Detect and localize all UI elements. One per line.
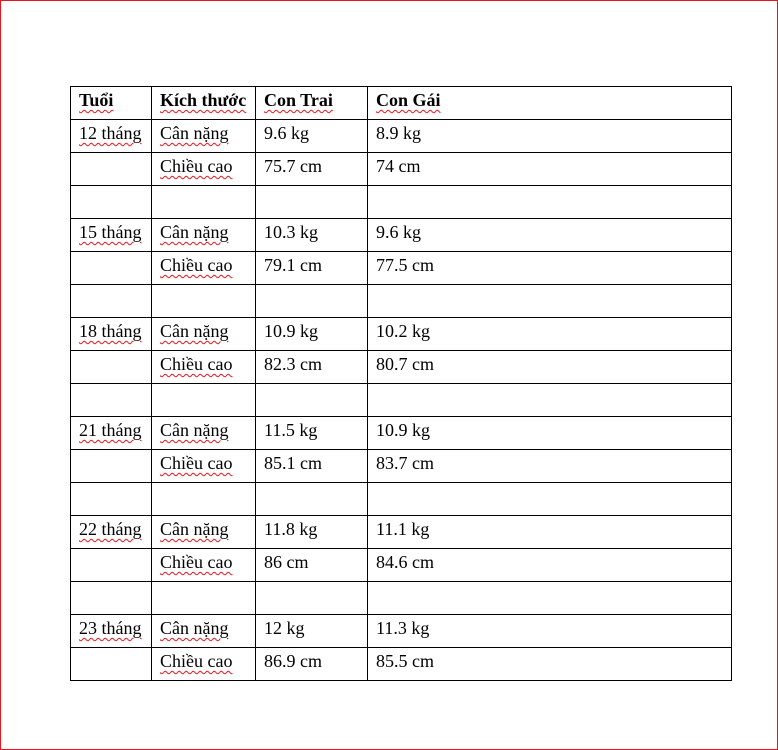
measure-cell-text: Chiều cao bbox=[160, 651, 233, 671]
girl-value-cell bbox=[368, 549, 732, 582]
age-cell-text: 22 tháng bbox=[79, 519, 142, 539]
boy-value-cell bbox=[256, 219, 368, 252]
age-cell bbox=[71, 252, 152, 285]
girl-value-cell bbox=[368, 318, 732, 351]
girl-value-cell-text: 8.9 kg bbox=[376, 123, 421, 143]
age-cell-text: 18 tháng bbox=[79, 321, 142, 341]
age-cell bbox=[71, 450, 152, 483]
boy-value-cell-text: 10.9 kg bbox=[264, 321, 318, 341]
table-row bbox=[71, 615, 732, 648]
boy-value-cell-text: 10.3 kg bbox=[264, 222, 318, 242]
measure-cell bbox=[152, 615, 256, 648]
header-measure bbox=[152, 87, 256, 120]
growth-table-body bbox=[71, 87, 732, 681]
empty-cell bbox=[368, 285, 732, 318]
spacer-row bbox=[71, 483, 732, 516]
boy-value-cell bbox=[256, 648, 368, 681]
girl-value-cell-text: 11.3 kg bbox=[376, 618, 430, 638]
boy-value-cell bbox=[256, 549, 368, 582]
table-row bbox=[71, 450, 732, 483]
measure-cell bbox=[152, 318, 256, 351]
boy-value-cell-text: 11.5 kg bbox=[264, 420, 318, 440]
header-boy bbox=[256, 87, 368, 120]
measure-cell-text: Cân nặng bbox=[160, 123, 229, 143]
girl-value-cell-text: 77.5 cm bbox=[376, 255, 434, 275]
measure-cell bbox=[152, 252, 256, 285]
girl-value-cell-text: 83.7 cm bbox=[376, 453, 434, 473]
empty-cell bbox=[152, 186, 256, 219]
age-cell bbox=[71, 648, 152, 681]
boy-value-cell bbox=[256, 417, 368, 450]
header-age bbox=[71, 87, 152, 120]
measure-cell bbox=[152, 450, 256, 483]
measure-cell-text: Chiều cao bbox=[160, 255, 233, 275]
girl-value-cell bbox=[368, 120, 732, 153]
age-cell bbox=[71, 120, 152, 153]
table-row bbox=[71, 417, 732, 450]
boy-value-cell-text: 75.7 cm bbox=[264, 156, 322, 176]
measure-cell bbox=[152, 351, 256, 384]
header-age-text: Tuổi bbox=[79, 90, 114, 110]
age-cell bbox=[71, 351, 152, 384]
empty-cell bbox=[368, 582, 732, 615]
measure-cell-text: Cân nặng bbox=[160, 519, 229, 539]
girl-value-cell bbox=[368, 153, 732, 186]
girl-value-cell bbox=[368, 450, 732, 483]
boy-value-cell bbox=[256, 120, 368, 153]
age-cell bbox=[71, 516, 152, 549]
measure-cell bbox=[152, 516, 256, 549]
table-row bbox=[71, 648, 732, 681]
boy-value-cell-text: 86.9 cm bbox=[264, 651, 322, 671]
empty-cell bbox=[71, 582, 152, 615]
measure-cell bbox=[152, 120, 256, 153]
age-cell-text: 21 tháng bbox=[79, 420, 142, 440]
empty-cell bbox=[71, 384, 152, 417]
measure-cell bbox=[152, 549, 256, 582]
girl-value-cell-text: 9.6 kg bbox=[376, 222, 421, 242]
measure-cell-text: Chiều cao bbox=[160, 354, 233, 374]
age-cell bbox=[71, 219, 152, 252]
empty-cell bbox=[368, 483, 732, 516]
table-row bbox=[71, 252, 732, 285]
measure-cell-text: Chiều cao bbox=[160, 552, 233, 572]
boy-value-cell bbox=[256, 351, 368, 384]
age-cell bbox=[71, 417, 152, 450]
measure-cell-text: Chiều cao bbox=[160, 453, 233, 473]
empty-cell bbox=[71, 483, 152, 516]
empty-cell bbox=[152, 285, 256, 318]
measure-cell bbox=[152, 648, 256, 681]
girl-value-cell bbox=[368, 615, 732, 648]
age-cell bbox=[71, 318, 152, 351]
boy-value-cell bbox=[256, 615, 368, 648]
empty-cell bbox=[368, 384, 732, 417]
measure-cell bbox=[152, 417, 256, 450]
table-row bbox=[71, 120, 732, 153]
girl-value-cell-text: 85.5 cm bbox=[376, 651, 434, 671]
girl-value-cell-text: 11.1 kg bbox=[376, 519, 430, 539]
spacer-row bbox=[71, 582, 732, 615]
empty-cell bbox=[71, 186, 152, 219]
empty-cell bbox=[256, 582, 368, 615]
boy-value-cell bbox=[256, 318, 368, 351]
girl-value-cell bbox=[368, 219, 732, 252]
boy-value-cell-text: 86 cm bbox=[264, 552, 309, 572]
boy-value-cell bbox=[256, 450, 368, 483]
age-cell bbox=[71, 153, 152, 186]
age-cell-text: 15 tháng bbox=[79, 222, 142, 242]
empty-cell bbox=[368, 186, 732, 219]
girl-value-cell-text: 80.7 cm bbox=[376, 354, 434, 374]
measure-cell bbox=[152, 153, 256, 186]
table-row bbox=[71, 351, 732, 384]
boy-value-cell bbox=[256, 153, 368, 186]
age-cell bbox=[71, 615, 152, 648]
boy-value-cell-text: 9.6 kg bbox=[264, 123, 309, 143]
boy-value-cell bbox=[256, 516, 368, 549]
header-row bbox=[71, 87, 732, 120]
measure-cell-text: Cân nặng bbox=[160, 222, 229, 242]
girl-value-cell-text: 84.6 cm bbox=[376, 552, 434, 572]
table-row bbox=[71, 153, 732, 186]
header-measure-text: Kích thước bbox=[160, 90, 247, 110]
boy-value-cell-text: 11.8 kg bbox=[264, 519, 318, 539]
girl-value-cell-text: 10.2 kg bbox=[376, 321, 430, 341]
empty-cell bbox=[256, 285, 368, 318]
spacer-row bbox=[71, 285, 732, 318]
girl-value-cell-text: 10.9 kg bbox=[376, 420, 430, 440]
girl-value-cell-text: 74 cm bbox=[376, 156, 421, 176]
age-cell-text: 12 tháng bbox=[79, 123, 142, 143]
girl-value-cell bbox=[368, 648, 732, 681]
empty-cell bbox=[152, 384, 256, 417]
header-girl-text: Con Gái bbox=[376, 90, 441, 110]
measure-cell-text: Cân nặng bbox=[160, 618, 229, 638]
measure-cell-text: Chiều cao bbox=[160, 156, 233, 176]
age-cell-text: 23 tháng bbox=[79, 618, 142, 638]
girl-value-cell bbox=[368, 417, 732, 450]
empty-cell bbox=[152, 582, 256, 615]
empty-cell bbox=[71, 285, 152, 318]
boy-value-cell-text: 79.1 cm bbox=[264, 255, 322, 275]
table-row bbox=[71, 318, 732, 351]
growth-table bbox=[70, 86, 732, 681]
girl-value-cell bbox=[368, 252, 732, 285]
spacer-row bbox=[71, 384, 732, 417]
table-row bbox=[71, 219, 732, 252]
empty-cell bbox=[256, 384, 368, 417]
boy-value-cell-text: 12 kg bbox=[264, 618, 305, 638]
boy-value-cell bbox=[256, 252, 368, 285]
header-girl bbox=[368, 87, 732, 120]
boy-value-cell-text: 85.1 cm bbox=[264, 453, 322, 473]
empty-cell bbox=[152, 483, 256, 516]
girl-value-cell bbox=[368, 351, 732, 384]
empty-cell bbox=[256, 483, 368, 516]
table-row bbox=[71, 549, 732, 582]
measure-cell bbox=[152, 219, 256, 252]
age-cell bbox=[71, 549, 152, 582]
girl-value-cell bbox=[368, 516, 732, 549]
table-row bbox=[71, 516, 732, 549]
spacer-row bbox=[71, 186, 732, 219]
measure-cell-text: Cân nặng bbox=[160, 420, 229, 440]
measure-cell-text: Cân nặng bbox=[160, 321, 229, 341]
header-boy-text: Con Trai bbox=[264, 90, 333, 110]
empty-cell bbox=[256, 186, 368, 219]
boy-value-cell-text: 82.3 cm bbox=[264, 354, 322, 374]
